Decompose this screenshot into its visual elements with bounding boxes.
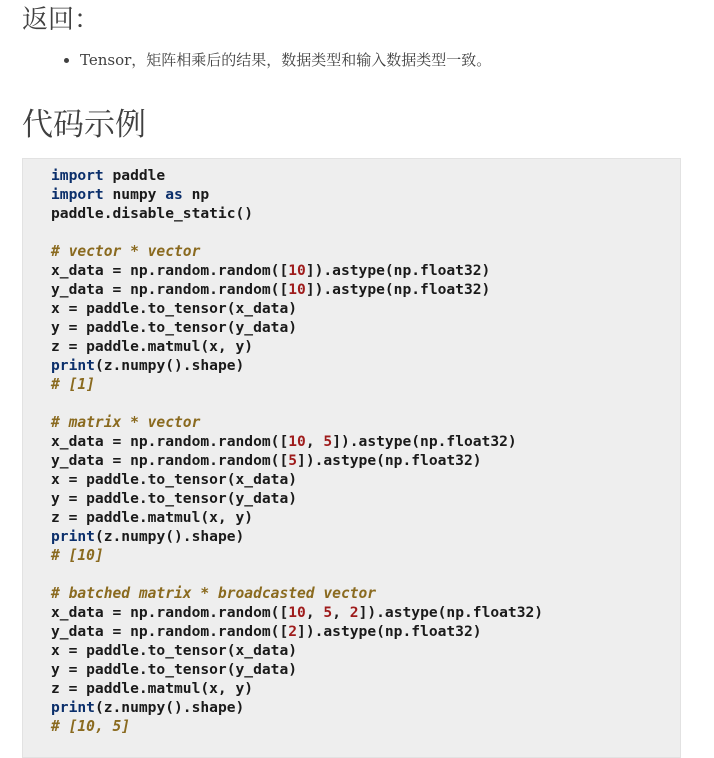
code-line (51, 699, 244, 716)
code-line (51, 433, 517, 450)
returns-list (60, 48, 491, 72)
code-builtin: print (51, 699, 95, 716)
code-token: ]).astype(np.float32) (305, 281, 491, 298)
code-comment: # batched matrix * broadcasted vector (51, 585, 377, 602)
code-token: ]).astype(np.float32) (332, 433, 517, 450)
code-token: (z.numpy().shape) (94, 699, 245, 716)
code-keyword: import (51, 186, 104, 203)
code-line (51, 357, 244, 374)
code-number: 10 (288, 433, 306, 450)
code-number: 2 (349, 604, 359, 621)
code-block[interactable] (22, 158, 681, 758)
code-token: (z.numpy().shape) (94, 528, 245, 545)
code-comment: # [10, 5] (51, 718, 131, 735)
code-token: x = paddle.to_tensor(x_data) (51, 300, 298, 317)
code-number: 10 (288, 262, 306, 279)
code-line (51, 319, 297, 336)
code-token: , (305, 433, 324, 450)
code-token: x_data = np.random.random([ (51, 604, 289, 621)
code-token: x = paddle.to_tensor(x_data) (51, 471, 298, 488)
code-token: ]).astype(np.float32) (297, 623, 482, 640)
returns-heading: 返回： (22, 5, 101, 35)
code-line (51, 642, 297, 659)
code-line (51, 547, 104, 564)
code-line (51, 661, 297, 678)
code-line (51, 167, 165, 184)
code-token: x = paddle.to_tensor(x_data) (51, 642, 298, 659)
code-comment: # matrix * vector (51, 414, 201, 431)
code-number: 5 (323, 433, 333, 450)
code-token: , (332, 604, 350, 621)
example-heading: 代码示例 (22, 107, 146, 143)
code-token: y = paddle.to_tensor(y_data) (51, 490, 298, 507)
code-number: 5 (288, 452, 298, 469)
code-token: y_data = np.random.random([ (51, 281, 289, 298)
code-token: x_data = np.random.random([ (51, 433, 289, 450)
code-line (51, 528, 244, 545)
code-token: numpy (103, 186, 166, 203)
code-line (51, 376, 95, 393)
code-token: y = paddle.to_tensor(y_data) (51, 661, 298, 678)
code-line (51, 585, 376, 602)
code-number: 10 (288, 281, 306, 298)
code-line (51, 414, 200, 431)
code-token: z = paddle.matmul(x, y) (51, 680, 254, 697)
code-token: ]).astype(np.float32) (358, 604, 544, 621)
code-keyword: import (51, 167, 104, 184)
code-builtin: print (51, 528, 95, 545)
code-line (51, 490, 297, 507)
code-listing[interactable] (51, 166, 543, 736)
code-line (51, 205, 253, 222)
code-token: y = paddle.to_tensor(y_data) (51, 319, 298, 336)
code-comment: # [10] (51, 547, 104, 564)
code-line (51, 623, 482, 640)
code-token: paddle (103, 167, 166, 184)
code-line (51, 509, 253, 526)
code-token: y_data = np.random.random([ (51, 452, 289, 469)
code-comment: # [1] (51, 376, 95, 393)
code-keyword: as (165, 186, 183, 203)
code-line (51, 452, 482, 469)
code-token: np (182, 186, 210, 203)
code-line (51, 300, 297, 317)
code-builtin: print (51, 357, 95, 374)
code-token: paddle.disable_static() (51, 205, 254, 222)
code-line (51, 718, 130, 735)
code-line (51, 338, 253, 355)
code-line (51, 281, 490, 298)
code-token: , (305, 604, 324, 621)
returns-item: • Tensor，矩阵相乘后的结果，数据类型和输入数据类型一致。 (80, 48, 491, 72)
code-token: x_data = np.random.random([ (51, 262, 289, 279)
code-number: 2 (288, 623, 298, 640)
code-line (51, 262, 490, 279)
code-line (51, 243, 200, 260)
code-number: 5 (323, 604, 333, 621)
code-line (51, 186, 209, 203)
code-token: y_data = np.random.random([ (51, 623, 289, 640)
code-token: z = paddle.matmul(x, y) (51, 338, 254, 355)
code-number: 10 (288, 604, 306, 621)
code-line (51, 680, 253, 697)
code-token: ]).astype(np.float32) (305, 262, 491, 279)
code-token: (z.numpy().shape) (94, 357, 245, 374)
code-token: ]).astype(np.float32) (297, 452, 482, 469)
code-token: z = paddle.matmul(x, y) (51, 509, 254, 526)
code-line (51, 604, 543, 621)
code-comment: # vector * vector (51, 243, 201, 260)
code-line (51, 471, 297, 488)
